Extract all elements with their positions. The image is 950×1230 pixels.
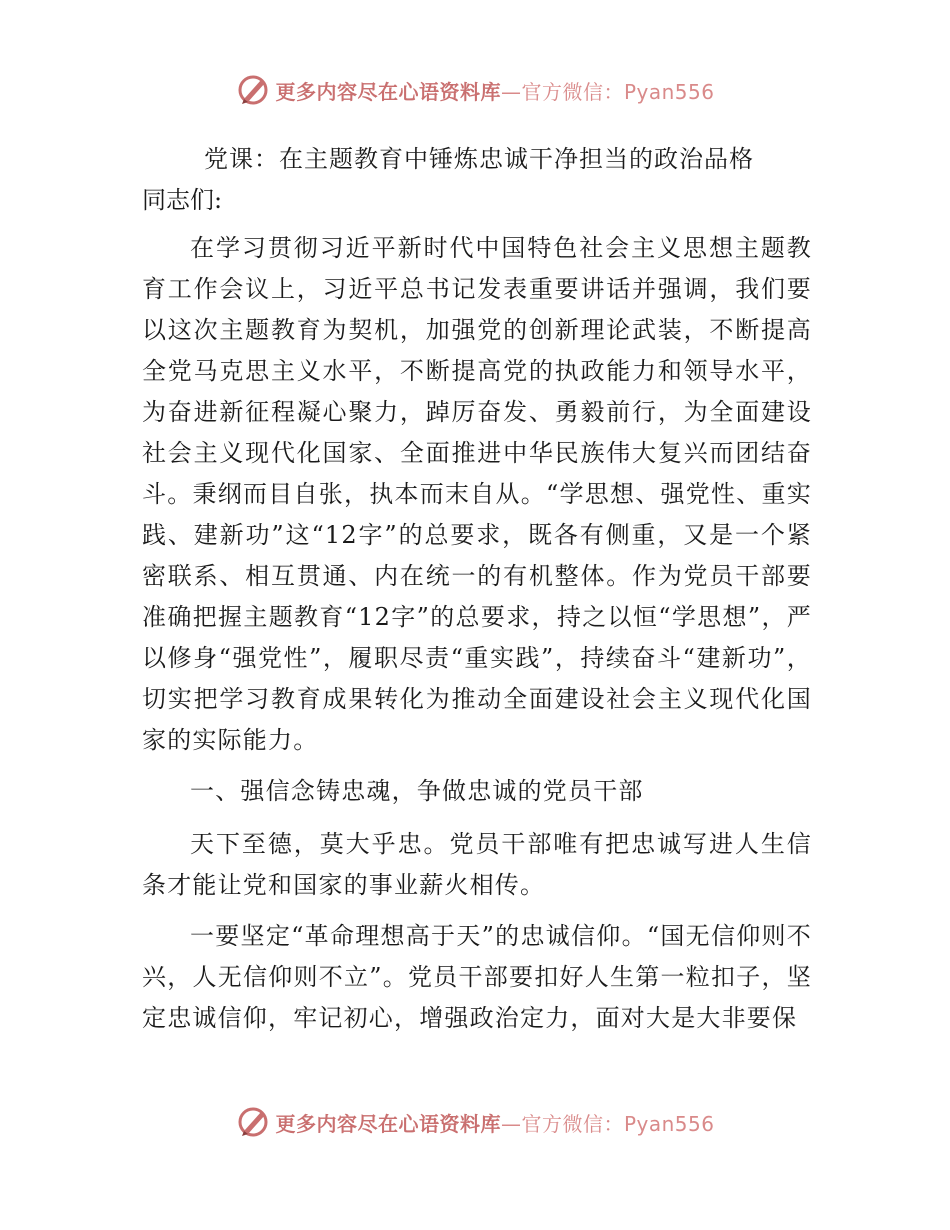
- salutation: 同志们:: [142, 186, 223, 214]
- banner-text-rest: —官方微信：Pyan556: [500, 79, 715, 104]
- section-paragraph-1: 天下至德，莫大乎忠。党员干部唯有把忠诚写进人生信条才能让党和国家的事业薪火相传。: [142, 830, 812, 899]
- banner-text: [275, 76, 714, 105]
- section-paragraph-2: 一要坚定“革命理想高于天”的忠诚信仰。“国无信仰则不兴，人无信仰则不立”。党员干部要扣好人生第一粒扣子，坚定忠诚信仰，牢记初心，增强政治定力，面对大是大非要保: [142, 922, 812, 1032]
- document-title: 党课：在主题教育中锤炼忠诚干净担当的政治品格: [204, 145, 754, 173]
- footer-banner: [0, 1102, 950, 1142]
- banner-text-bold: 更多内容尽在心语资料库: [275, 1111, 501, 1136]
- banner-text: [275, 1108, 714, 1137]
- banner-text-bold: 更多内容尽在心语资料库: [275, 79, 501, 104]
- banner-text-rest: —官方微信：Pyan556: [500, 1111, 715, 1136]
- section-heading: 一、强信念铸忠魂，争做忠诚的党员干部: [190, 777, 644, 805]
- pen-logo-icon: [235, 72, 271, 108]
- document-body: [142, 138, 812, 1049]
- pen-logo-icon: [235, 1104, 271, 1140]
- intro-paragraph: 在学习贯彻习近平新时代中国特色社会主义思想主题教育工作会议上，习近平总书记发表重要讲话并强调，我们要以这次主题教育为契机，加强党的创新理论武装，不断提高全党马克思主义水平，不断提高党的执政能力和领导水平，为奋进新征程凝心聚力，踔厉奋发、勇毅前行，为全面建设社会主义现代化国家、全面推进中华民族伟大复兴而团结奋斗。秉纲而目自张，执本而末自从。“学思想、强党性、重实践、建新功”这“12字”的总要求，既各有侧重，又是一个紧密联系、相互贯通、内在统一的有机整体。作为党员干部要准确把握主题教育“12字”的总要求，持之以恒“学思想”，严以修身“强党性”，履职尽责“重实践”，持续奋斗“建新功”，切实把学习教育成果转化为推动全面建设社会主义现代化国家的实际能力。: [142, 234, 812, 754]
- header-banner: [0, 70, 950, 110]
